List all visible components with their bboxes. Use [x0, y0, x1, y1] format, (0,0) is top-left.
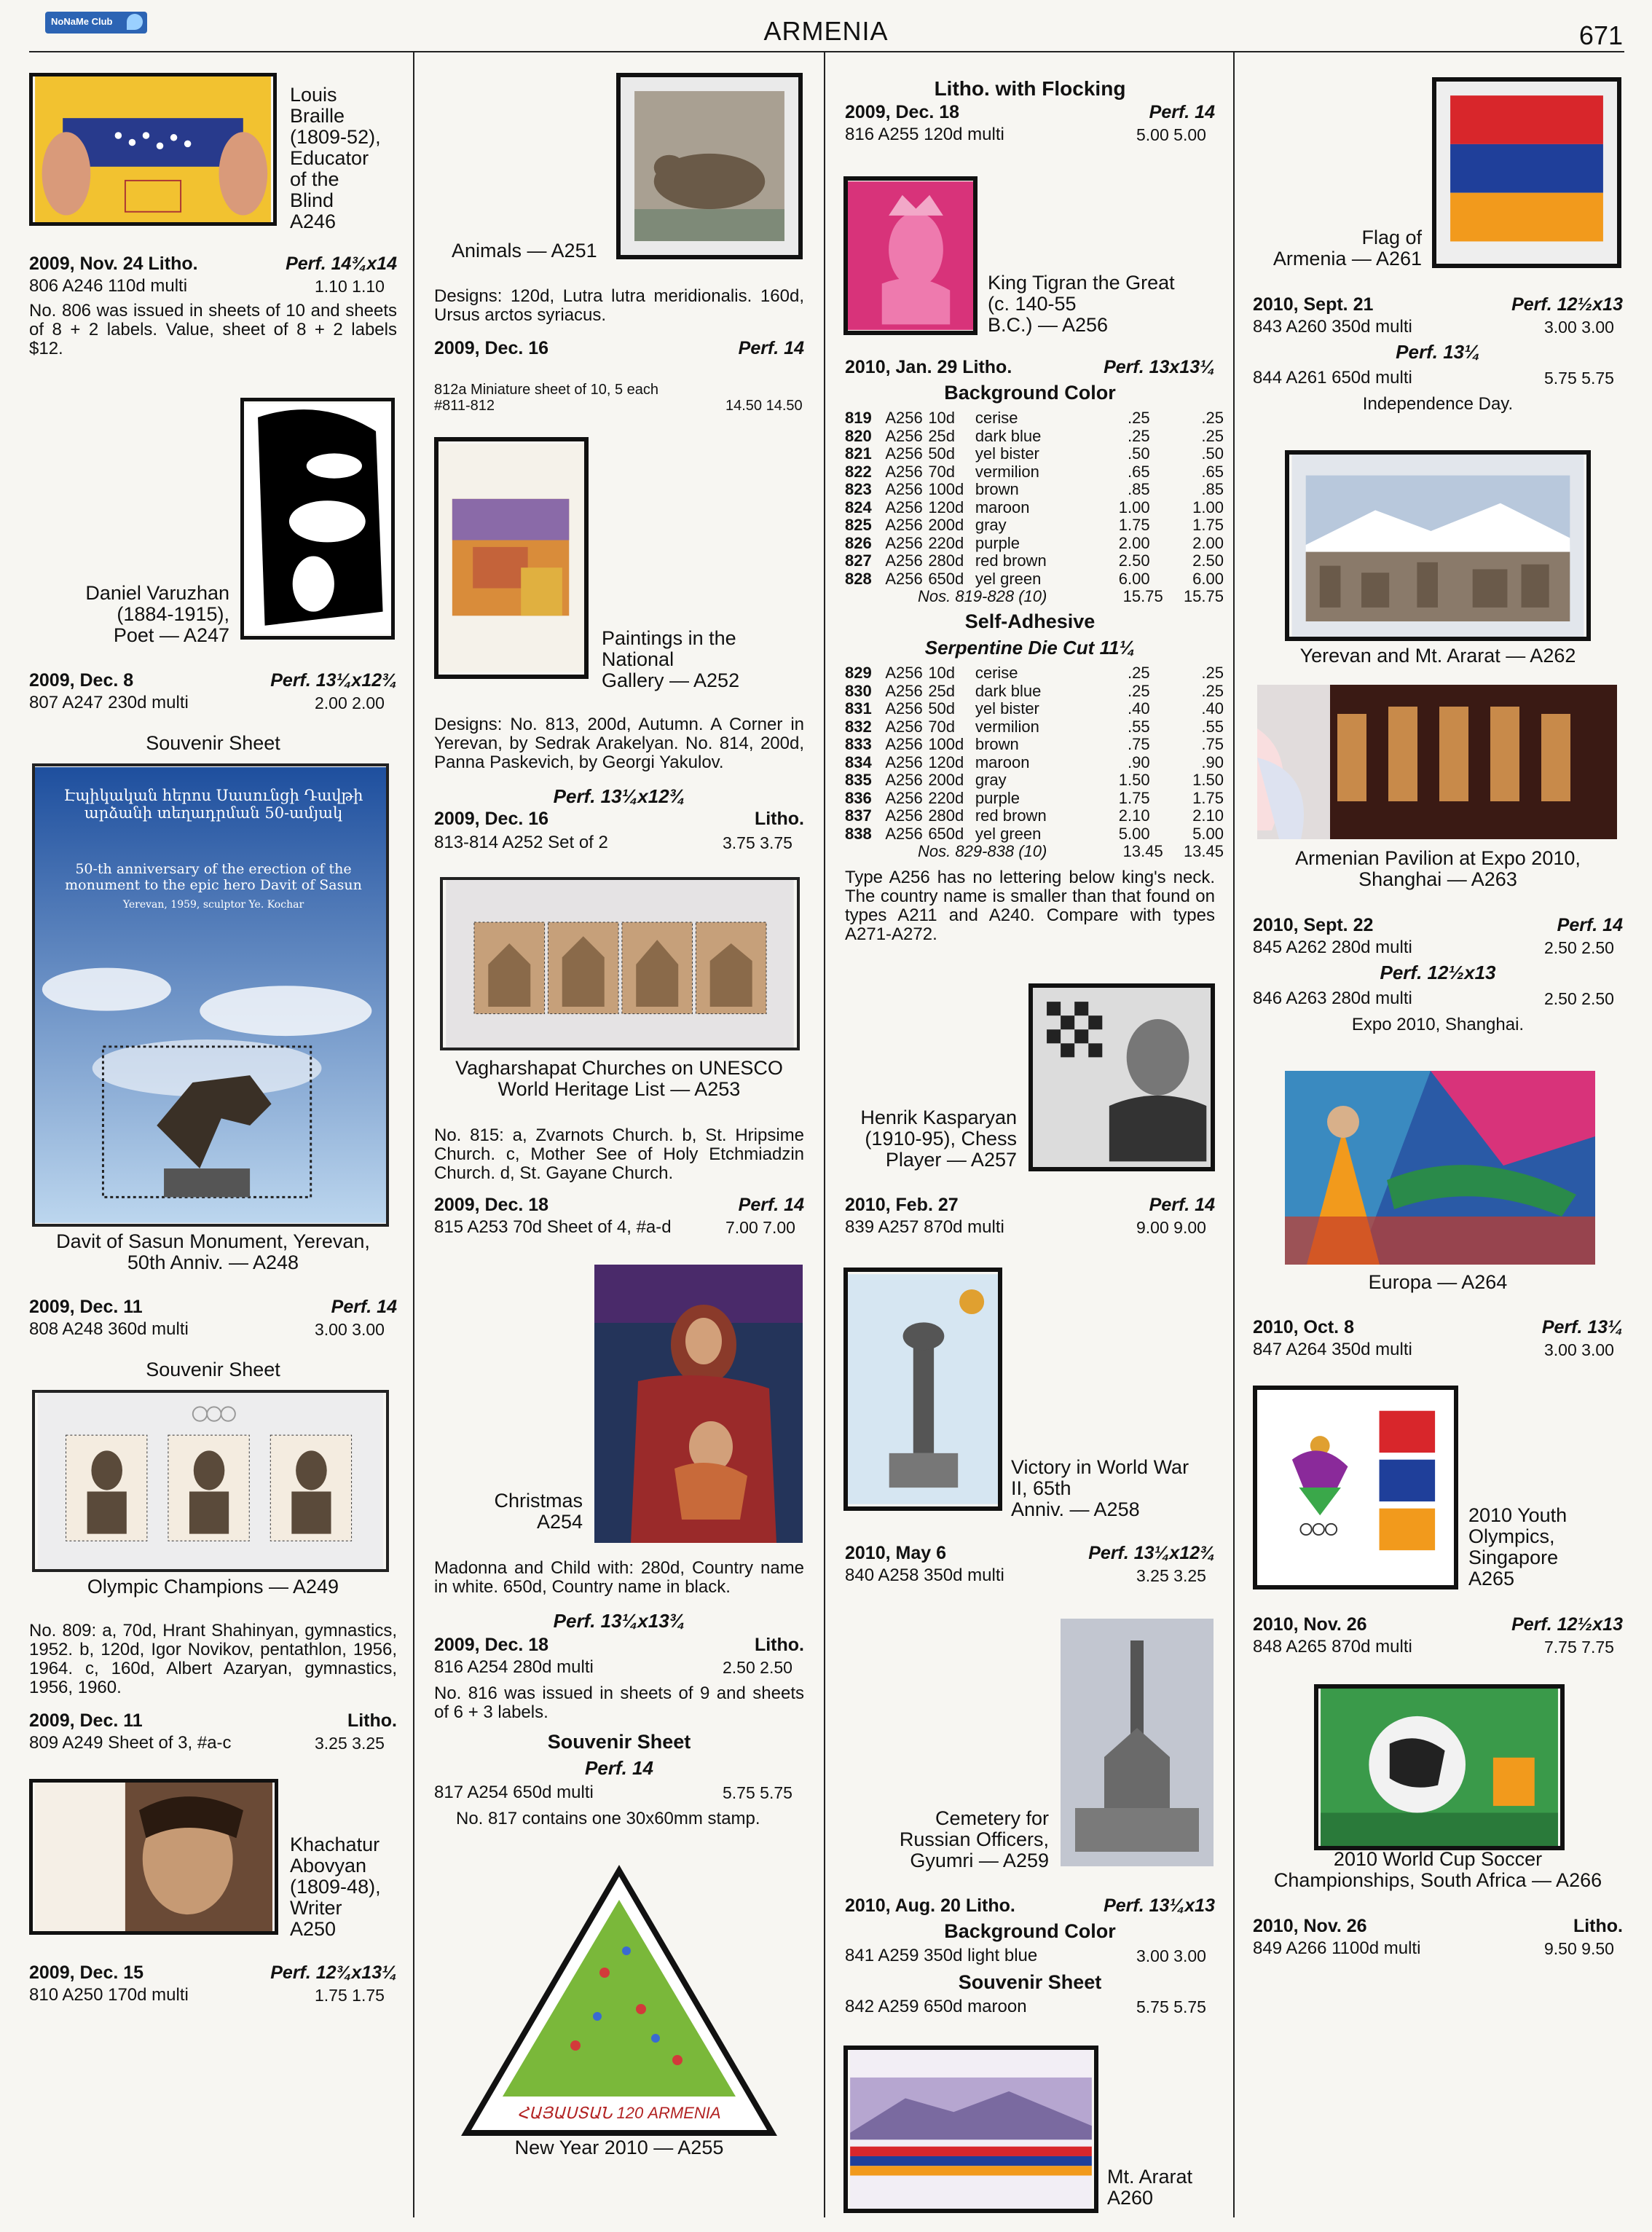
- catalog-line: 807 A247 230d multi: [29, 693, 189, 712]
- stamp-a264-europa: [1285, 1071, 1595, 1265]
- section-heading: Souvenir Sheet: [958, 1971, 1102, 1993]
- caption-a265: 2010 Youth Olympics, Singapore A265: [1468, 1504, 1568, 1589]
- stamp-inscription: ՀԱՅԱՍՏԱՆ 120 ARMENIA: [517, 2104, 721, 2122]
- catalog-values: 3.75 3.75: [723, 833, 792, 852]
- catalog-line: 849 A266 1100d multi: [1253, 1938, 1421, 1958]
- catalog-line: 839 A257 870d multi: [845, 1217, 1004, 1237]
- catalog-values: 3.00 3.00: [1544, 1340, 1614, 1359]
- caption-a251: Animals — A251: [452, 240, 597, 262]
- caption-a258: Victory in World War II, 65th Anniv. — A258: [1011, 1456, 1189, 1520]
- catalog-values: 3.25 3.25: [315, 1734, 385, 1753]
- stamp-a259-cemetery: [1061, 1619, 1214, 1866]
- issue-date: 2010, Jan. 29 Litho.: [845, 357, 1012, 377]
- catalog-line: 813-814 A252 Set of 2: [434, 833, 608, 852]
- column-divider: [824, 52, 825, 2217]
- catalog-line: 846 A263 280d multi: [1253, 989, 1412, 1008]
- issue-date: 2009, Dec. 18: [434, 1195, 549, 1215]
- catalog-row: 838 A256 650d yel green 5.00 5.00: [845, 824, 1224, 843]
- perforation: Litho.: [1573, 1916, 1623, 1936]
- catalog-values: 5.75 5.75: [723, 1783, 792, 1802]
- caption-a254: Christmas A254: [494, 1490, 583, 1533]
- perforation: Litho.: [754, 1635, 804, 1655]
- stamp-a257-kasparyan: [1028, 983, 1215, 1171]
- catalog-line: 809 A249 Sheet of 3, #a-c: [29, 1733, 232, 1753]
- issue-date: 2009, Dec. 15: [29, 1962, 144, 1983]
- catalog-line: 840 A258 350d multi: [845, 1565, 1004, 1585]
- section-heading: Souvenir Sheet: [146, 732, 280, 754]
- perforation: Serpentine Die Cut 11¼: [924, 637, 1136, 659]
- catalog-values: 2.00 2.00: [315, 693, 385, 712]
- perforation: Perf. 12½x13: [1380, 962, 1496, 983]
- catalog-line: 842 A259 650d maroon: [845, 1997, 1027, 2016]
- issue-date: 2009, Dec. 11: [29, 1297, 143, 1317]
- section-heading: Background Color: [944, 1920, 1116, 1942]
- catalog-values: 9.00 9.00: [1136, 1218, 1206, 1237]
- catalog-line: 817 A254 650d multi: [434, 1783, 594, 1802]
- sheet-text-credit: Yerevan, 1959, sculptor Ye. Kochar: [122, 899, 304, 911]
- perforation: Perf. 13¼: [1396, 341, 1480, 363]
- perforation: Litho.: [754, 809, 804, 829]
- perforation: Perf. 14: [738, 1195, 804, 1215]
- perforation: Perf. 13¼x12¾: [553, 785, 685, 807]
- catalog-row: 835 A256 200d gray 1.50 1.50: [845, 771, 1224, 789]
- stamp-a258-victory: [843, 1268, 1002, 1511]
- page-number: 671: [1578, 20, 1623, 50]
- stamp-a256-tigran: [843, 176, 978, 335]
- catalog-list-self-adhesive: [845, 664, 1224, 861]
- catalog-line: 844 A261 650d multi: [1253, 368, 1412, 388]
- caption-a262: Yerevan and Mt. Ararat — A262: [1299, 645, 1576, 667]
- catalog-values: 5.00 5.00: [1136, 125, 1206, 144]
- catalog-row: 827 A256 280d red brown 2.50 2.50: [845, 551, 1224, 570]
- catalog-row: 820 A256 25d dark blue .25 .25: [845, 426, 1224, 445]
- stamp-a265-youth-olympics: [1253, 1386, 1458, 1589]
- catalog-values: 3.25 3.25: [1136, 1566, 1206, 1585]
- catalog-row: 824 A256 120d maroon 1.00 1.00: [845, 498, 1224, 516]
- catalog-values: 1.10 1.10: [315, 277, 385, 296]
- caption-a252: Paintings in the National Gallery — A252: [602, 627, 740, 691]
- catalog-values: 5.75 5.75: [1544, 369, 1614, 388]
- perforation: Perf. 13¼: [1541, 1317, 1623, 1337]
- issue-date: 2009, Dec. 16: [434, 338, 549, 358]
- catalog-row: 829 A256 10d cerise .25 .25: [845, 664, 1224, 682]
- stamp-a263-pavilion: [1257, 685, 1617, 839]
- issue-date: 2010, May 6: [845, 1543, 946, 1563]
- catalog-row: 833 A256 100d brown .75 .75: [845, 735, 1224, 753]
- issue-date: 2010, Sept. 21: [1253, 294, 1374, 315]
- caption-a264: Europa — A264: [1368, 1271, 1508, 1293]
- catalog-line: 810 A250 170d multi: [29, 1985, 189, 2005]
- perforation: Perf. 13x13¼: [1104, 357, 1215, 377]
- note: Designs: No. 813, 200d, Autumn. A Corner in Yerevan, by Sedrak Arakelyan. No. 814, 200d, Panna Paskevich, by Georgi Yakulov.: [434, 715, 804, 772]
- catalog-line: 841 A259 350d light blue: [845, 1946, 1038, 1965]
- stamp-a254-madonna: [594, 1265, 803, 1543]
- catalog-values: 1.75 1.75: [315, 1986, 385, 2005]
- note: No. 816 was issued in sheets of 9 and sheets of 6 + 3 labels.: [434, 1683, 804, 1722]
- stamp-a262-yerevan: [1285, 450, 1591, 641]
- catalog-line: 815 A253 70d Sheet of 4, #a-d: [434, 1217, 672, 1237]
- stamp-a261-flag: [1432, 77, 1621, 268]
- catalog-values: 7.00 7.00: [725, 1218, 795, 1237]
- perforation: Perf. 13¼x12¾: [270, 670, 397, 691]
- note: Type A256 has no lettering below king's neck. The country name is smaller than that found on types A211 and A240. Compare with types A271-A272.: [845, 868, 1215, 944]
- catalog-row: 834 A256 120d maroon .90 .90: [845, 752, 1224, 771]
- catalog-row: 828 A256 650d yel green 6.00 6.00: [845, 569, 1224, 588]
- perforation: Perf. 14: [1557, 915, 1623, 935]
- catalog-values: 9.50 9.50: [1544, 1939, 1614, 1958]
- catalog-line: 808 A248 360d multi: [29, 1319, 189, 1339]
- note: Designs: 120d, Lutra lutra meridionalis. 160d, Ursus arctos syriacus.: [434, 286, 804, 325]
- perforation: Perf. 14: [1149, 102, 1215, 122]
- caption-a256: King Tigran the Great (c. 140-55 B.C.) — A256: [988, 272, 1175, 336]
- catalog-row: 825 A256 200d gray 1.75 1.75: [845, 516, 1224, 534]
- catalog-values: 2.50 2.50: [723, 1658, 792, 1677]
- section-heading: Souvenir Sheet: [547, 1731, 691, 1753]
- sheet-text-armenian: Էպիկական հերոս Սասունցի Դավթի արձանի տեղադրման 50-ամյակ: [63, 787, 363, 822]
- catalog-total: Nos. 819-828 (10) 15.75 15.75: [918, 587, 1224, 605]
- sheet-text-english: 50-th anniversary of the erection of the monument to the epic hero Davit of Sasun: [65, 861, 362, 893]
- perforation: Perf. 12½x13: [1511, 294, 1623, 315]
- catalog-row: 836 A256 220d purple 1.75 1.75: [845, 788, 1224, 807]
- caption-a247: Daniel Varuzhan (1884-1915), Poet — A247: [85, 582, 229, 646]
- stamp-a252-painting: [434, 437, 589, 679]
- note: No. 806 was issued in sheets of 10 and sheets of 8 + 2 labels. Value, sheet of 8 + 2 labels $12.: [29, 301, 397, 358]
- caption-a250: Khachatur Abovyan (1809-48), Writer A250: [290, 1834, 381, 1940]
- catalog-row: 831 A256 50d yel bister .40 .40: [845, 699, 1224, 718]
- catalog-row: 822 A256 70d vermilion .65 .65: [845, 462, 1224, 481]
- section-heading: Background Color: [944, 382, 1116, 404]
- note: Independence Day.: [1362, 394, 1514, 414]
- perforation: Perf. 12¾x13¼: [270, 1962, 397, 1983]
- catalog-row: 826 A256 220d purple 2.00 2.00: [845, 533, 1224, 552]
- section-heading: Self-Adhesive: [964, 610, 1096, 632]
- catalog-line: 843 A260 350d multi: [1253, 317, 1412, 337]
- caption-a248: Davit of Sasun Monument, Yerevan, 50th Anniv. — A248: [56, 1230, 370, 1273]
- catalog-values: 7.75 7.75: [1544, 1638, 1614, 1657]
- issue-date: 2009, Dec. 18: [434, 1635, 549, 1655]
- catalog-row: 837 A256 280d red brown 2.10 2.10: [845, 806, 1224, 825]
- perforation: Perf. 14: [738, 338, 804, 358]
- catalog-line: 845 A262 280d multi: [1253, 938, 1412, 957]
- catalog-row: 832 A256 70d vermilion .55 .55: [845, 717, 1224, 736]
- stamp-a246-braille: [29, 73, 277, 226]
- issue-date: 2010, Nov. 26: [1253, 1916, 1367, 1936]
- caption-a246: Louis Braille (1809-52), Educator of the Blind A246: [290, 84, 381, 232]
- issue-date: 2010, Nov. 26: [1253, 1614, 1367, 1635]
- catalog-line: 816 A254 280d multi: [434, 1657, 594, 1677]
- catalog-row: 830 A256 25d dark blue .25 .25: [845, 681, 1224, 700]
- sheet-a253-churches: [440, 877, 800, 1050]
- issue-date: 2010, Aug. 20 Litho.: [845, 1895, 1015, 1916]
- stamp-a250-abovyan: [29, 1779, 278, 1935]
- catalog-row: 823 A256 100d brown .85 .85: [845, 480, 1224, 498]
- issue-date: 2009, Nov. 24 Litho.: [29, 254, 198, 274]
- catalog-line: 847 A264 350d multi: [1253, 1340, 1412, 1359]
- note: No. 817 contains one 30x60mm stamp.: [456, 1809, 760, 1828]
- issue-date: 2010, Sept. 22: [1253, 915, 1374, 935]
- issue-date: 2009, Dec. 16: [434, 809, 549, 829]
- perforation: Perf. 14: [1149, 1195, 1215, 1215]
- caption-a259: Cemetery for Russian Officers, Gyumri — A259: [899, 1807, 1049, 1871]
- section-heading: Souvenir Sheet: [146, 1359, 280, 1380]
- site-logo: NoNaMe Club: [45, 12, 147, 34]
- caption-a257: Henrik Kasparyan (1910-95), Chess Player — A257: [860, 1107, 1017, 1171]
- header-rule: [29, 51, 1624, 52]
- catalog-values: 5.75 5.75: [1136, 1997, 1206, 2016]
- sheet-a248-davit: [32, 763, 389, 1227]
- perforation: Litho.: [347, 1710, 397, 1731]
- catalog-values: 2.50 2.50: [1544, 938, 1614, 957]
- catalog-line: 848 A265 870d multi: [1253, 1637, 1412, 1657]
- note: Madonna and Child with: 280d, Country name in white. 650d, Country name in black.: [434, 1558, 804, 1597]
- issue-date: 2009, Dec. 8: [29, 670, 134, 691]
- caption-a260: Mt. Ararat A260: [1107, 2166, 1193, 2209]
- perforation: Perf. 12½x13: [1511, 1614, 1623, 1635]
- note: No. 809: a, 70d, Hrant Shahinyan, gymnastics, 1952. b, 120d, Igor Novikov, pentathlon, 1956, 1964. c, 160d, Albert Azaryan, gymnastics, 1956, 1960.: [29, 1621, 397, 1697]
- perforation: Perf. 13¼x12¾: [1088, 1543, 1215, 1563]
- catalog-total: Nos. 829-838 (10) 13.45 13.45: [918, 842, 1224, 860]
- stamp-a260-ararat: [843, 2046, 1098, 2213]
- catalog-values: 3.00 3.00: [315, 1320, 385, 1339]
- stamp-a251-otter: [616, 73, 803, 259]
- column-divider: [1233, 52, 1235, 2217]
- catalog-line: 812a Miniature sheet of 10, 5 each #811-812: [434, 382, 658, 414]
- issue-date: 2009, Dec. 18: [845, 102, 960, 122]
- catalog-list-gummed: [845, 409, 1224, 606]
- sheet-a249-olympic: [32, 1390, 389, 1572]
- issue-date: 2010, Feb. 27: [845, 1195, 959, 1215]
- catalog-values: 14.50 14.50: [725, 398, 803, 414]
- catalog-values: 3.00 3.00: [1544, 318, 1614, 337]
- catalog-line: 806 A246 110d multi: [29, 276, 188, 296]
- catalog-values: 2.50 2.50: [1544, 989, 1614, 1008]
- issue-date: 2009, Dec. 11: [29, 1710, 143, 1731]
- catalog-values: 3.00 3.00: [1136, 1946, 1206, 1965]
- page-title: ARMENIA: [763, 16, 889, 46]
- note: No. 815: a, Zvarnots Church. b, St. Hripsime Church. c, Mother See of Holy Etchmiadzin Church. d, St. Gayane Church.: [434, 1125, 804, 1183]
- stamp-a266-world-cup: [1314, 1684, 1565, 1850]
- stamp-a247-varuzhan: [240, 398, 395, 640]
- caption-a253: Vagharshapat Churches on UNESCO World Heritage List — A253: [455, 1057, 783, 1100]
- caption-a266: 2010 World Cup Soccer Championships, South Africa — A266: [1273, 1848, 1602, 1891]
- caption-a255: New Year 2010 — A255: [514, 2137, 724, 2158]
- perforation: Perf. 13¼x13¾: [553, 1610, 685, 1632]
- perforation: Perf. 14¾x14: [286, 254, 397, 274]
- catalog-line: 816 A255 120d multi: [845, 125, 1004, 144]
- caption-a263: Armenian Pavilion at Expo 2010, Shanghai — A263: [1295, 847, 1581, 890]
- perforation: Perf. 14: [585, 1757, 653, 1779]
- note: Expo 2010, Shanghai.: [1351, 1015, 1525, 1034]
- perforation: Perf. 13¼x13: [1104, 1895, 1215, 1916]
- perforation: Perf. 14: [331, 1297, 397, 1317]
- stamp-a255-newyear-tree: [459, 1863, 779, 2140]
- catalog-row: 821 A256 50d yel bister .50 .50: [845, 444, 1224, 463]
- caption-a261: Flag of Armenia — A261: [1273, 227, 1422, 270]
- issue-date: 2010, Oct. 8: [1253, 1317, 1354, 1337]
- caption-a249: Olympic Champions — A249: [87, 1576, 339, 1598]
- catalog-row: 819 A256 10d cerise .25 .25: [845, 409, 1224, 427]
- section-heading: Litho. with Flocking: [934, 77, 1126, 100]
